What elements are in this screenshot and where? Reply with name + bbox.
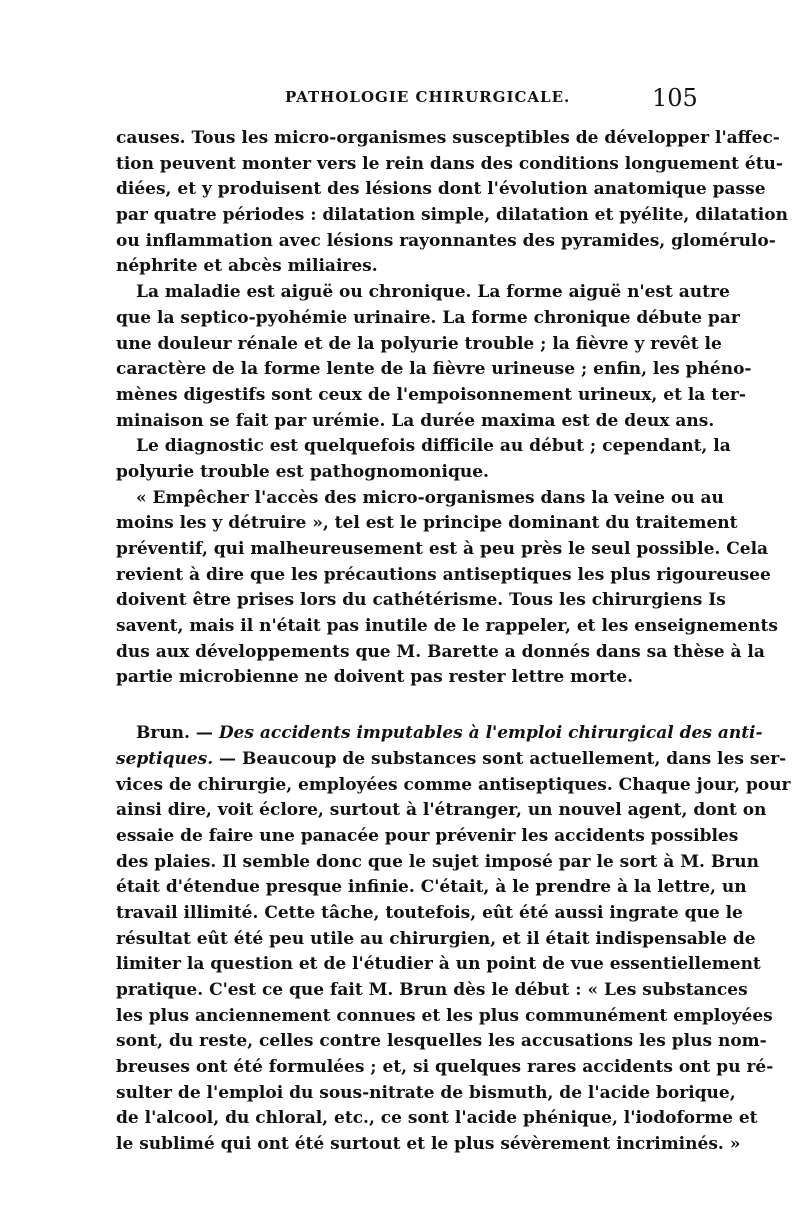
text-line: de l'alcool, du chloral, etc., ce sont l'acide phénique, l'iodoforme et <box>116 1108 758 1129</box>
paragraph-causes <box>116 126 788 280</box>
article-title: Des accidents imputables à l'emploi chirurgical des anti- <box>218 723 763 744</box>
text-segment: — Beaucoup de substances sont actuellement, dans les ser- <box>213 748 787 769</box>
text-line: était d'étendue presque infinie. C'était, à le prendre à la lettre, un <box>116 877 747 898</box>
em-dash: — <box>189 723 219 744</box>
text-line: « Empêcher l'accès des micro-organismes dans la veine ou au <box>136 487 724 508</box>
text-line: breuses ont été formulées ; et, si quelques rares accidents ont pu ré- <box>116 1057 774 1078</box>
text-line: que la septico-pyohémie urinaire. La forme chronique débute par <box>116 307 740 328</box>
paragraph-brun-review <box>116 721 791 1158</box>
paragraph-maladie <box>116 280 752 434</box>
text-line: sulter de l'emploi du sous-nitrate de bismuth, de l'acide borique, <box>116 1082 736 1103</box>
text-line: mènes digestifs sont ceux de l'empoisonnement urineux, et la ter- <box>116 384 746 405</box>
article-title-end: septiques. <box>116 748 214 769</box>
running-head: PATHOLOGIE CHIRURGICALE. <box>285 88 571 106</box>
page-number: 105 <box>652 84 698 112</box>
section-gap <box>116 691 684 721</box>
text-line: par quatre périodes : dilatation simple, dilatation et pyélite, dilatation <box>116 205 788 226</box>
text-column <box>116 126 791 1158</box>
text-line: doivent être prises lors du cathétérisme. Tous les chirurgiens Is <box>116 590 726 611</box>
text-line: travail illimité. Cette tâche, toutefois, eût été aussi ingrate que le <box>116 902 743 923</box>
text-line: ainsi dire, voit éclore, surtout à l'étranger, un nouvel agent, dont on <box>116 800 767 821</box>
text-line: vices de chirurgie, employées comme antiseptiques. Chaque jour, pour <box>116 774 791 795</box>
text-line: néphrite et abcès miliaires. <box>116 256 378 277</box>
text-line: ou inflammation avec lésions rayonnantes des pyramides, glomérulo- <box>116 230 776 251</box>
author-name: Brun. <box>136 723 190 744</box>
text-line: La maladie est aiguë ou chronique. La forme aiguë n'est autre <box>136 282 730 303</box>
paragraph-diagnostic <box>116 434 731 485</box>
text-line: résultat eût été peu utile au chirurgien, et il était indispensable de <box>116 928 756 949</box>
text-line: essaie de faire une panacée pour prévenir les accidents possibles <box>116 825 739 846</box>
text-line: minaison se fait par urémie. La durée maxima est de deux ans. <box>116 410 715 431</box>
text-line: tion peuvent monter vers le rein dans des conditions longuement étu- <box>116 153 783 174</box>
text-line: partie microbienne ne doivent pas rester lettre morte. <box>116 667 634 688</box>
text-line: limiter la question et de l'étudier à un point de vue essentiellement <box>116 954 761 975</box>
text-line: moins les y détruire », tel est le principe dominant du traitement <box>116 513 738 534</box>
text-line: Le diagnostic est quelquefois difficile au début ; cependant, la <box>136 436 731 457</box>
text-line: causes. Tous les micro-organismes susceptibles de développer l'affec- <box>116 128 780 148</box>
paragraph-traitement <box>116 486 778 692</box>
text-line: le sublimé qui ont été surtout et le plus sévèrement incriminés. » <box>116 1134 741 1155</box>
text-line: les plus anciennement connues et les plus communément employées <box>116 1005 773 1026</box>
text-line: caractère de la forme lente de la fièvre urineuse ; enfin, les phéno- <box>116 359 752 380</box>
text-line: polyurie trouble est pathognomonique. <box>116 461 489 482</box>
text-line: sont, du reste, celles contre lesquelles les accusations les plus nom- <box>116 1031 767 1052</box>
text-line: des plaies. Il semble donc que le sujet imposé par le sort à M. Brun <box>116 851 759 872</box>
text-line: pratique. C'est ce que fait M. Brun dès le début : « Les substances <box>116 980 748 1000</box>
text-line: revient à dire que les précautions antiseptiques les plus rigoureusee <box>116 564 771 585</box>
text-line <box>116 721 763 747</box>
text-line: dus aux développements que M. Barette a donnés dans sa thèse à la <box>116 641 765 662</box>
text-line: diées, et y produisent des lésions dont l'évolution anatomique passe <box>116 179 766 200</box>
text-line <box>116 747 787 773</box>
text-line: une douleur rénale et de la polyurie trouble ; la fièvre y revêt le <box>116 333 722 354</box>
text-line: savent, mais il n'était pas inutile de le rappeler, et les enseignements <box>116 616 778 637</box>
text-line: préventif, qui malheureusement est à peu près le seul possible. Cela <box>116 539 769 559</box>
